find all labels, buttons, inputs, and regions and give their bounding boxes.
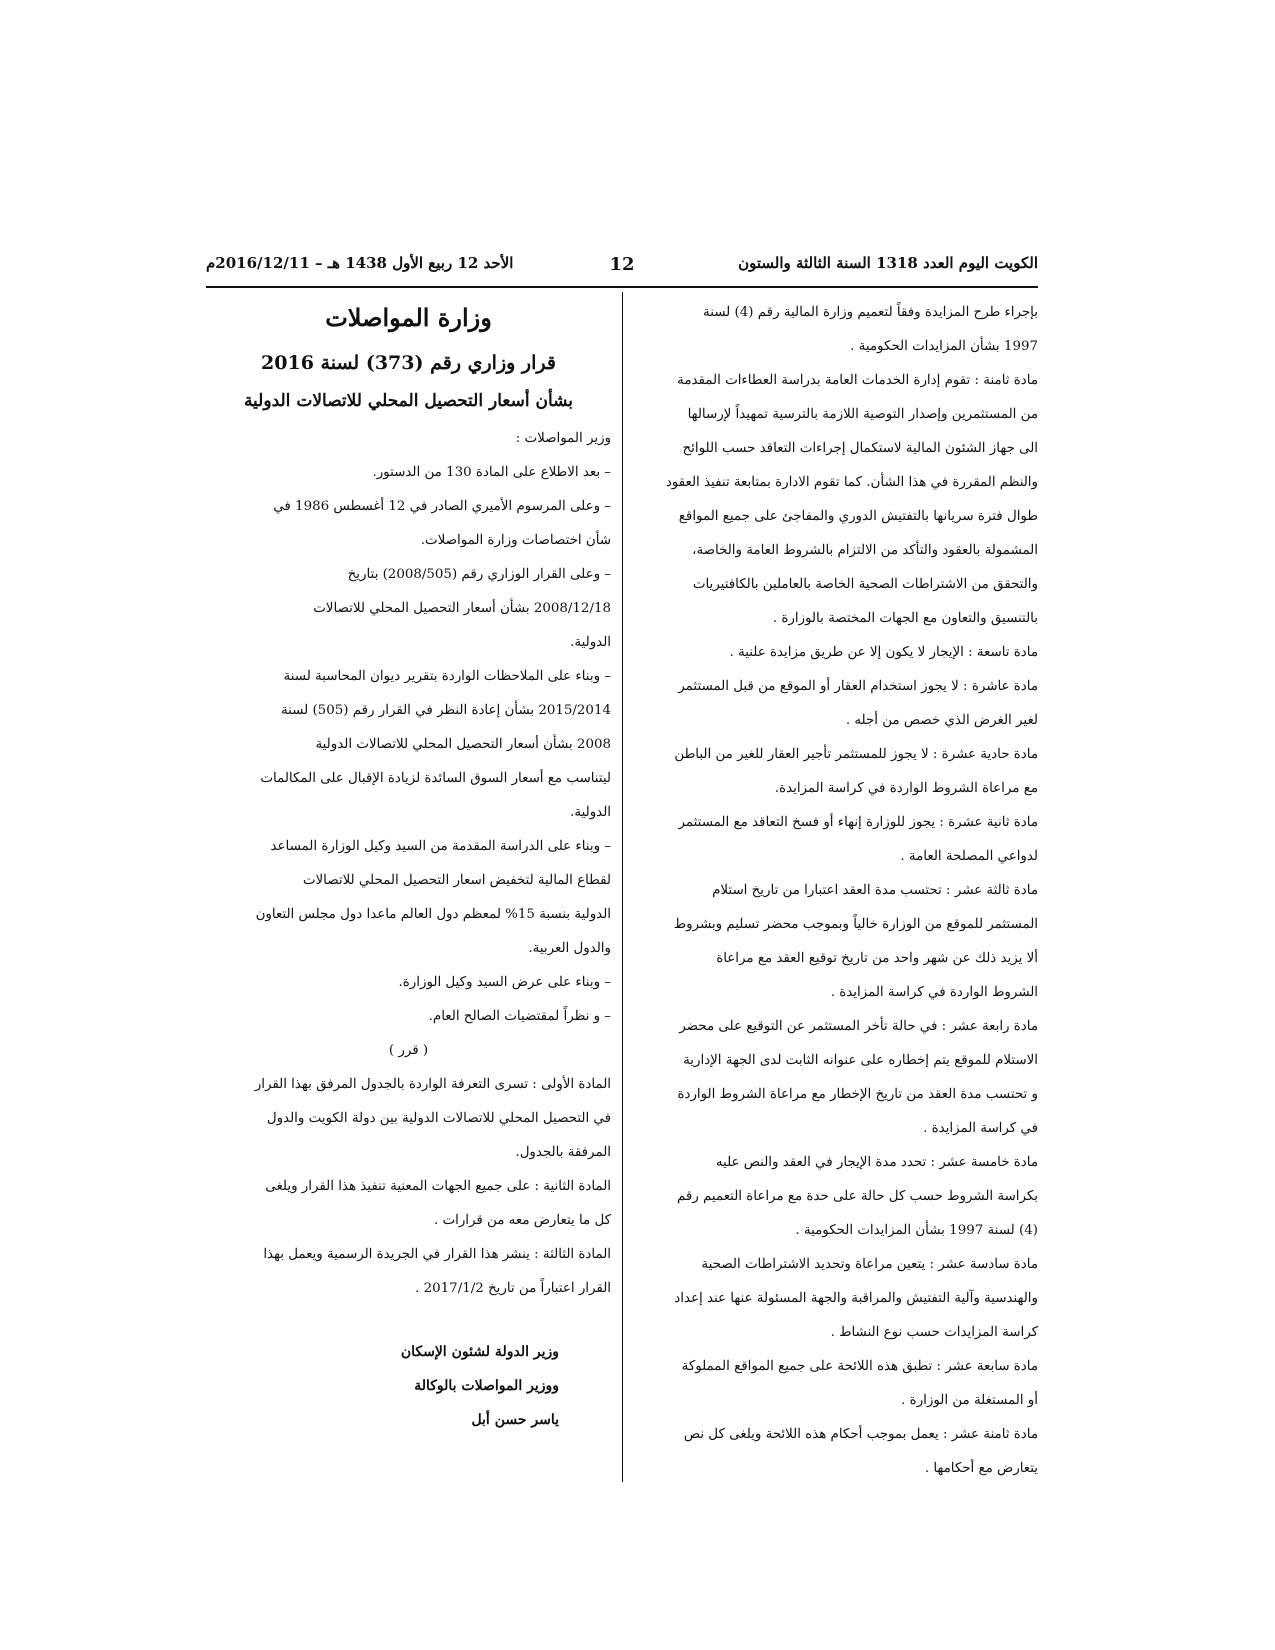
text-line: مادة ثامنة : تقوم إدارة الخدمات العامة بدراسة العطاءات المقدمة — [677, 373, 1038, 388]
text-line: مادة تاسعة : الإيجار لا يكون إلا عن طريق مزايدة علنية . — [729, 645, 1038, 660]
text-line: مادة سادسة عشر : يتعين مراعاة وتحديد الاشتراطات الصحية — [701, 1257, 1038, 1272]
text-line: مادة ثامنة عشر : يعمل بموجب أحكام هذه اللائحة ويلغى كل نص — [683, 1427, 1038, 1442]
text-line: في كراسة المزايدة . — [923, 1121, 1038, 1136]
text-line: شأن اختصاصات وزارة المواصلات. — [420, 533, 611, 548]
text-line: – وعلى القرار الوزاري رقم (2008/505) بتاريخ — [347, 567, 611, 582]
text-line: الى جهاز الشئون المالية لاستكمال إجراءات التعاقد حسب اللوائح — [682, 441, 1038, 456]
text-line: 2008 بشأن أسعار التحصيل المحلي للاتصالات الدولية — [315, 737, 611, 752]
right-column — [632, 296, 1038, 1486]
header-date: الأحد 12 ربيع الأول 1438 هـ – 2016/12/11م — [206, 254, 514, 272]
text-line: – و نظراً لمقتضيات الصالح العام. — [428, 1009, 611, 1024]
text-line: والتحقق من الاشتراطات الصحية الخاصة بالعاملين بالكافتيريات — [692, 577, 1038, 592]
signatory-name: ياسر حسن أبل — [471, 1412, 559, 1428]
text-line: من المستثمرين وإصدار التوصية اللازمة بالترسية تمهيداً لإرسالها — [687, 407, 1038, 422]
text-line: 2015/2014 بشأن إعادة النظر في القرار رقم (505) لسنة — [280, 703, 611, 718]
text-line: مادة رابعة عشر : في حالة تأخر المستثمر عن التوقيع على محضر — [679, 1019, 1038, 1034]
text-line: – وبناء على عرض السيد وكيل الوزارة. — [398, 975, 611, 990]
text-line: و تحتسب مدة العقد من تاريخ الإخطار مع مراعاة الشروط الواردة — [677, 1087, 1038, 1102]
text-line: – بعد الاطلاع على المادة 130 من الدستور. — [372, 465, 611, 480]
text-line: مادة ثالثة عشر : تحتسب مدة العقد اعتبارا من تاريخ استلام — [712, 883, 1038, 898]
text-line: طوال فترة سريانها بالتفتيش الدوري والمفاجئ على جميع المواقع — [678, 509, 1038, 524]
text-line: كل ما يتعارض معه من قرارات . — [433, 1213, 611, 1228]
decided-heading: ( قرر ) — [388, 1043, 429, 1058]
text-line: الدولية. — [570, 635, 611, 650]
decision-subject: بشأن أسعار التحصيل المحلي للاتصالات الدولية — [243, 391, 574, 411]
text-line: المادة الثالثة : ينشر هذا القرار في الجريدة الرسمية ويعمل بهذا — [263, 1247, 611, 1262]
text-line: (4) لسنة 1997 بشأن المزايدات الحكومية . — [795, 1223, 1038, 1238]
text-line: بإجراء طرح المزايدة وفقاً لتعميم وزارة المالية رقم (4) لسنة — [703, 305, 1038, 320]
text-line: لقطاع المالية لتخفيض اسعار التحصيل المحلي للاتصالات — [302, 873, 611, 888]
text-line: بالتنسيق والتعاون مع الجهات المختصة بالوزارة . — [772, 611, 1038, 626]
header-issue-info: الكويت اليوم العدد 1318 السنة الثالثة والستون — [738, 254, 1038, 272]
text-line: كراسة المزايدات حسب نوع النشاط . — [830, 1325, 1038, 1340]
text-line: لدواعي المصلحة العامة . — [900, 849, 1038, 864]
text-line: مادة حادية عشرة : لا يجوز للمستثمر تأجير العقار للغير من الباطن — [674, 747, 1038, 762]
signature-block — [206, 1335, 611, 1437]
ministry-heading: وزارة المواصلات — [325, 303, 492, 332]
text-line: بكراسة الشروط حسب كل حالة على حدة مع مراعاة التعميم رقم — [676, 1189, 1038, 1204]
text-line: 2008/12/18 بشأن أسعار التحصيل المحلي للاتصالات — [313, 601, 611, 616]
text-line: يتعارض مع أحكامها . — [924, 1461, 1038, 1476]
text-line: ليتناسب مع أسعار السوق السائدة لزيادة الإقبال على المكالمات — [260, 771, 611, 786]
text-line: – وعلى المرسوم الأميري الصادر في 12 أغسطس 1986 في — [273, 499, 611, 514]
signatory-title-1: وزير الدولة لشئون الإسكان — [400, 1344, 559, 1360]
text-line: الاستلام للموقع يتم إخطاره على عنوانه الثابت لدى الجهة الإدارية — [683, 1053, 1038, 1068]
left-column — [206, 296, 611, 1306]
text-line: الشروط الواردة في كراسة المزايدة . — [830, 985, 1038, 1000]
signatory-title-2: ووزير المواصلات بالوكالة — [414, 1378, 559, 1394]
text-line: في التحصيل المحلي للاتصالات الدولية بين دولة الكويت والدول — [266, 1111, 611, 1126]
text-line: المادة الثانية : على جميع الجهات المعنية تنفيذ هذا القرار ويلغى — [265, 1179, 611, 1194]
text-line: والدول العربية. — [528, 941, 611, 956]
text-line: لغير الغرض الذي خصص من أجله . — [845, 713, 1038, 728]
text-line: القرار اعتباراً من تاريخ 2017/1/2 . — [415, 1281, 611, 1296]
text-line: المرفقة بالجدول. — [515, 1145, 611, 1160]
text-line: – وبناء على الدراسة المقدمة من السيد وكيل الوزارة المساعد — [270, 839, 611, 854]
page-header — [206, 252, 1038, 288]
text-line: مادة عاشرة : لا يجوز استخدام العقار أو الموقع من قبل المستثمر — [678, 679, 1038, 694]
text-line: المستثمر للموقع من الوزارة خالياً وبموجب محضر تسليم وبشروط — [673, 917, 1038, 932]
decision-title: قرار وزاري رقم (373) لسنة 2016 — [261, 352, 556, 374]
text-line: الدولية. — [570, 805, 611, 820]
text-line: المشمولة بالعقود والتأكد من الالتزام بالشروط العامة والخاصة، — [692, 543, 1038, 558]
text-line: ألا يزيد ذلك عن شهر واحد من تاريخ توقيع العقد مع مراعاة — [716, 951, 1038, 966]
text-line: مادة ثانية عشرة : يجوز للوزارة إنهاء أو فسخ التعاقد مع المستثمر — [678, 815, 1038, 830]
text-line: الدولية بنسبة 15% لمعظم دول العالم ماعدا دول مجلس التعاون — [255, 907, 611, 922]
text-line: – وبناء على الملاحظات الواردة بتقرير ديوان المحاسبة لسنة — [283, 669, 611, 684]
text-line: أو المستغلة من الوزارة . — [901, 1393, 1038, 1408]
text-line: المادة الأولى : تسرى التعرفة الواردة بالجدول المرفق بهذا القرار — [254, 1077, 611, 1092]
page-number: 12 — [609, 254, 635, 275]
column-divider — [622, 292, 623, 1482]
text-line: والهندسية وآلية التفتيش والمراقبة والجهة المسئولة عنها عند إعداد — [674, 1291, 1038, 1306]
text-line: والنظم المقررة في هذا الشأن. كما تقوم الادارة بمتابعة تنفيذ العقود — [665, 475, 1038, 490]
text-line: وزير المواصلات : — [515, 431, 611, 446]
text-line: 1997 بشأن المزايدات الحكومية . — [850, 339, 1038, 354]
text-line: مادة خامسة عشر : تحدد مدة الإيجار في العقد والنص عليه — [715, 1155, 1038, 1170]
text-line: مادة سابعة عشر : تطبق هذه اللائحة على جميع المواقع المملوكة — [681, 1359, 1038, 1374]
text-line: مع مراعاة الشروط الواردة في كراسة المزايدة. — [774, 781, 1038, 796]
